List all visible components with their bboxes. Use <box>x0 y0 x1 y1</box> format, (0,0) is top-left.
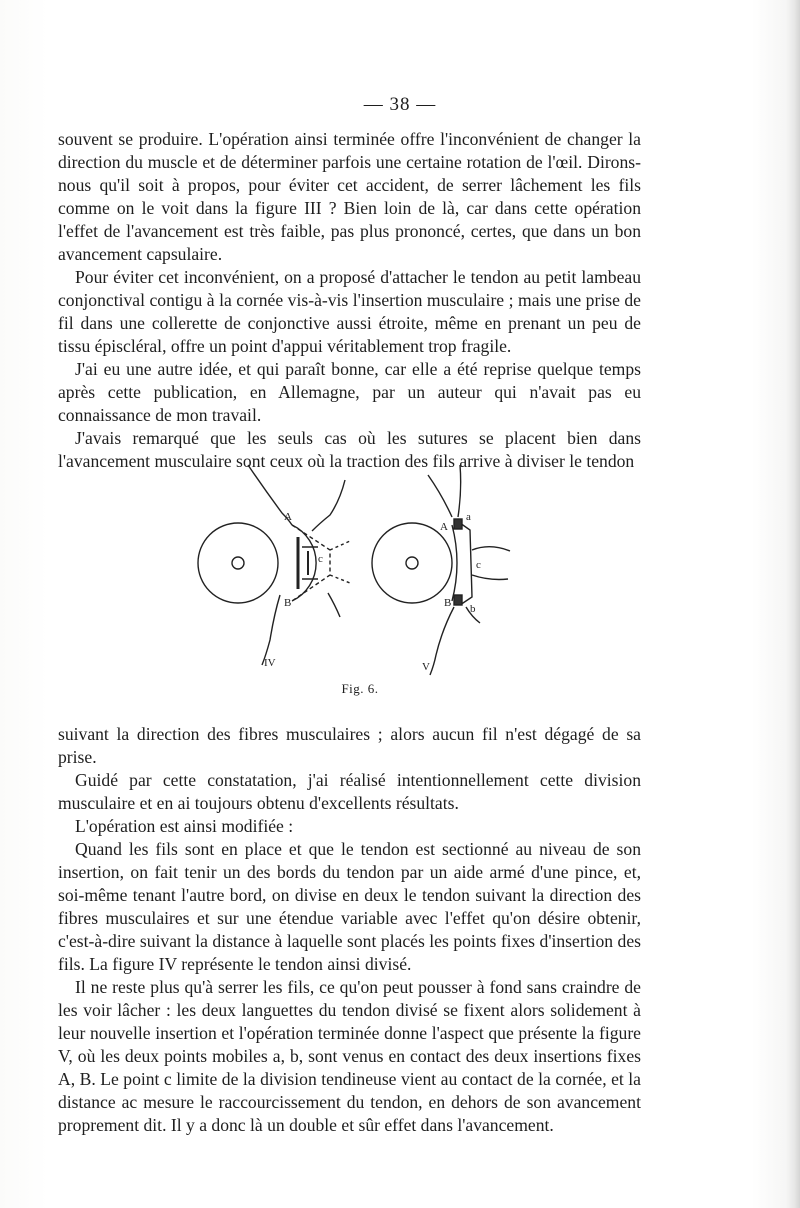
paragraph: Pour éviter cet inconvénient, on a proposé d'attacher le tendon au petit lambeau conjonctival contigu à la cornée vis-à-vis l'insertion musculaire ; mais une prise de fil dans une collerette de conjonctive aussi étroite, même en prenant un peu de tissu épiscléral, offre un point d'appui véritablement trop fragile. <box>58 267 641 356</box>
suture-lower-right-iv <box>328 593 340 617</box>
muscle-fibre-lower-v <box>472 575 508 580</box>
insertion-edge-v <box>452 525 457 601</box>
paragraph: Quand les fils sont en place et que le tendon est sectionné au niveau de son insertion, on fait tenir un des bords du tendon par un aide armé d'une pince, et, soi-même tenant l'autre bord, on divise en deux le tendon suivant la direction des fibres musculaires et sur une étendue variable avec l'effet qu'on désire obtenir, c'est-à-dire suivant la distance à laquelle sont placés les points fixes d'insertion des fils. La figure IV représente le tendon ainsi divisé. <box>58 839 641 974</box>
label-B-fig-iv: B <box>284 597 292 609</box>
suture-lower-left-iv <box>262 595 280 665</box>
label-c-fig-iv: c <box>318 553 323 565</box>
page-edge-shadow <box>786 0 800 1208</box>
suture-upper-right-v <box>458 465 461 517</box>
paragraph: Guidé par cette constatation, j'ai réalisé intentionnellement cette division musculaire et en ai toujours obtenu d'excellents résultats. <box>58 770 641 813</box>
figure-6 <box>190 455 520 705</box>
paragraph: suivant la direction des fibres musculaires ; alors aucun fil n'est dégagé de sa prise. <box>58 724 641 767</box>
muscle-fibre-upper-v <box>472 547 510 551</box>
dashed-c-lines-iv <box>330 541 350 583</box>
paragraph: Il ne reste plus qu'à serrer les fils, ce qu'on peut pousser à fond sans craindre de les voir lâcher : les deux languettes du tendon divisé se fixent alors solidement à leur nouvelle insertion et l'opération terminée donne l'aspect que présente la figure V, où les deux points mobiles a, b, sont venus en contact des deux insertions fixes A, B. Le point c limite de la division tendineuse vient au contact de la cornée, et la distance ac mesure le raccourcissement du tendon, en dehors de son avancement proprement dit. Il y a donc là un double et sûr effet dans l'avancement. <box>58 977 641 1135</box>
paragraph: J'avais remarqué que les seuls cas où les sutures se placent bien dans l'avancement musculaire sont ceux où la traction des fils arrive à diviser le tendon <box>58 428 641 471</box>
label-A-fig-v: A <box>440 521 448 533</box>
figure-caption: Fig. 6. <box>341 681 379 696</box>
suture-upper-right-iv <box>312 480 345 531</box>
eye-outer-circle-iv <box>198 523 278 603</box>
tendon-arc-iv <box>292 525 316 601</box>
label-b-fig-v: b <box>470 603 476 615</box>
label-a-fig-v: a <box>466 511 471 523</box>
label-B-fig-v: B <box>444 597 452 609</box>
suture-knot-b-v <box>454 595 462 605</box>
paragraph: L'opération est ainsi modifiée : <box>75 816 294 836</box>
text-block-after-figure <box>58 723 641 1137</box>
paragraph: souvent se produire. L'opération ainsi terminée offre l'inconvénient de changer la direction du muscle et de déterminer parfois une certaine rotation de l'œil. Dirons-nous qu'il soit à propos, pour éviter cet accident, de serrer lâchement les fils comme on le voit dans la figure III ? Bien loin de là, car dans cette opération l'effet de l'avancement est très faible, pas plus prononcé, certes, que dans un bon avancement capsulaire. <box>58 129 641 264</box>
figure-6-drawing <box>190 455 520 705</box>
label-iv: IV <box>264 657 276 669</box>
tendon-strip-v <box>460 523 472 605</box>
paragraph: J'ai eu une autre idée, et qui paraît bonne, car elle a été reprise quelque temps après cette publication, en Allemagne, par un auteur qui n'avait pas eu connaissance de mon travail. <box>58 359 641 425</box>
text-block-before-figure <box>58 128 641 473</box>
label-c-fig-v: c <box>476 559 481 571</box>
cornea-circle-iv <box>232 557 244 569</box>
suture-lower-left-v <box>430 607 454 675</box>
suture-upper-left-v <box>428 475 452 517</box>
suture-knot-a-v <box>454 519 462 529</box>
label-v: V <box>422 661 430 673</box>
page-number: — 38 — <box>363 94 437 115</box>
cornea-circle-v <box>406 557 418 569</box>
eye-outer-circle-v <box>372 523 452 603</box>
label-A-fig-iv: A <box>284 511 292 523</box>
